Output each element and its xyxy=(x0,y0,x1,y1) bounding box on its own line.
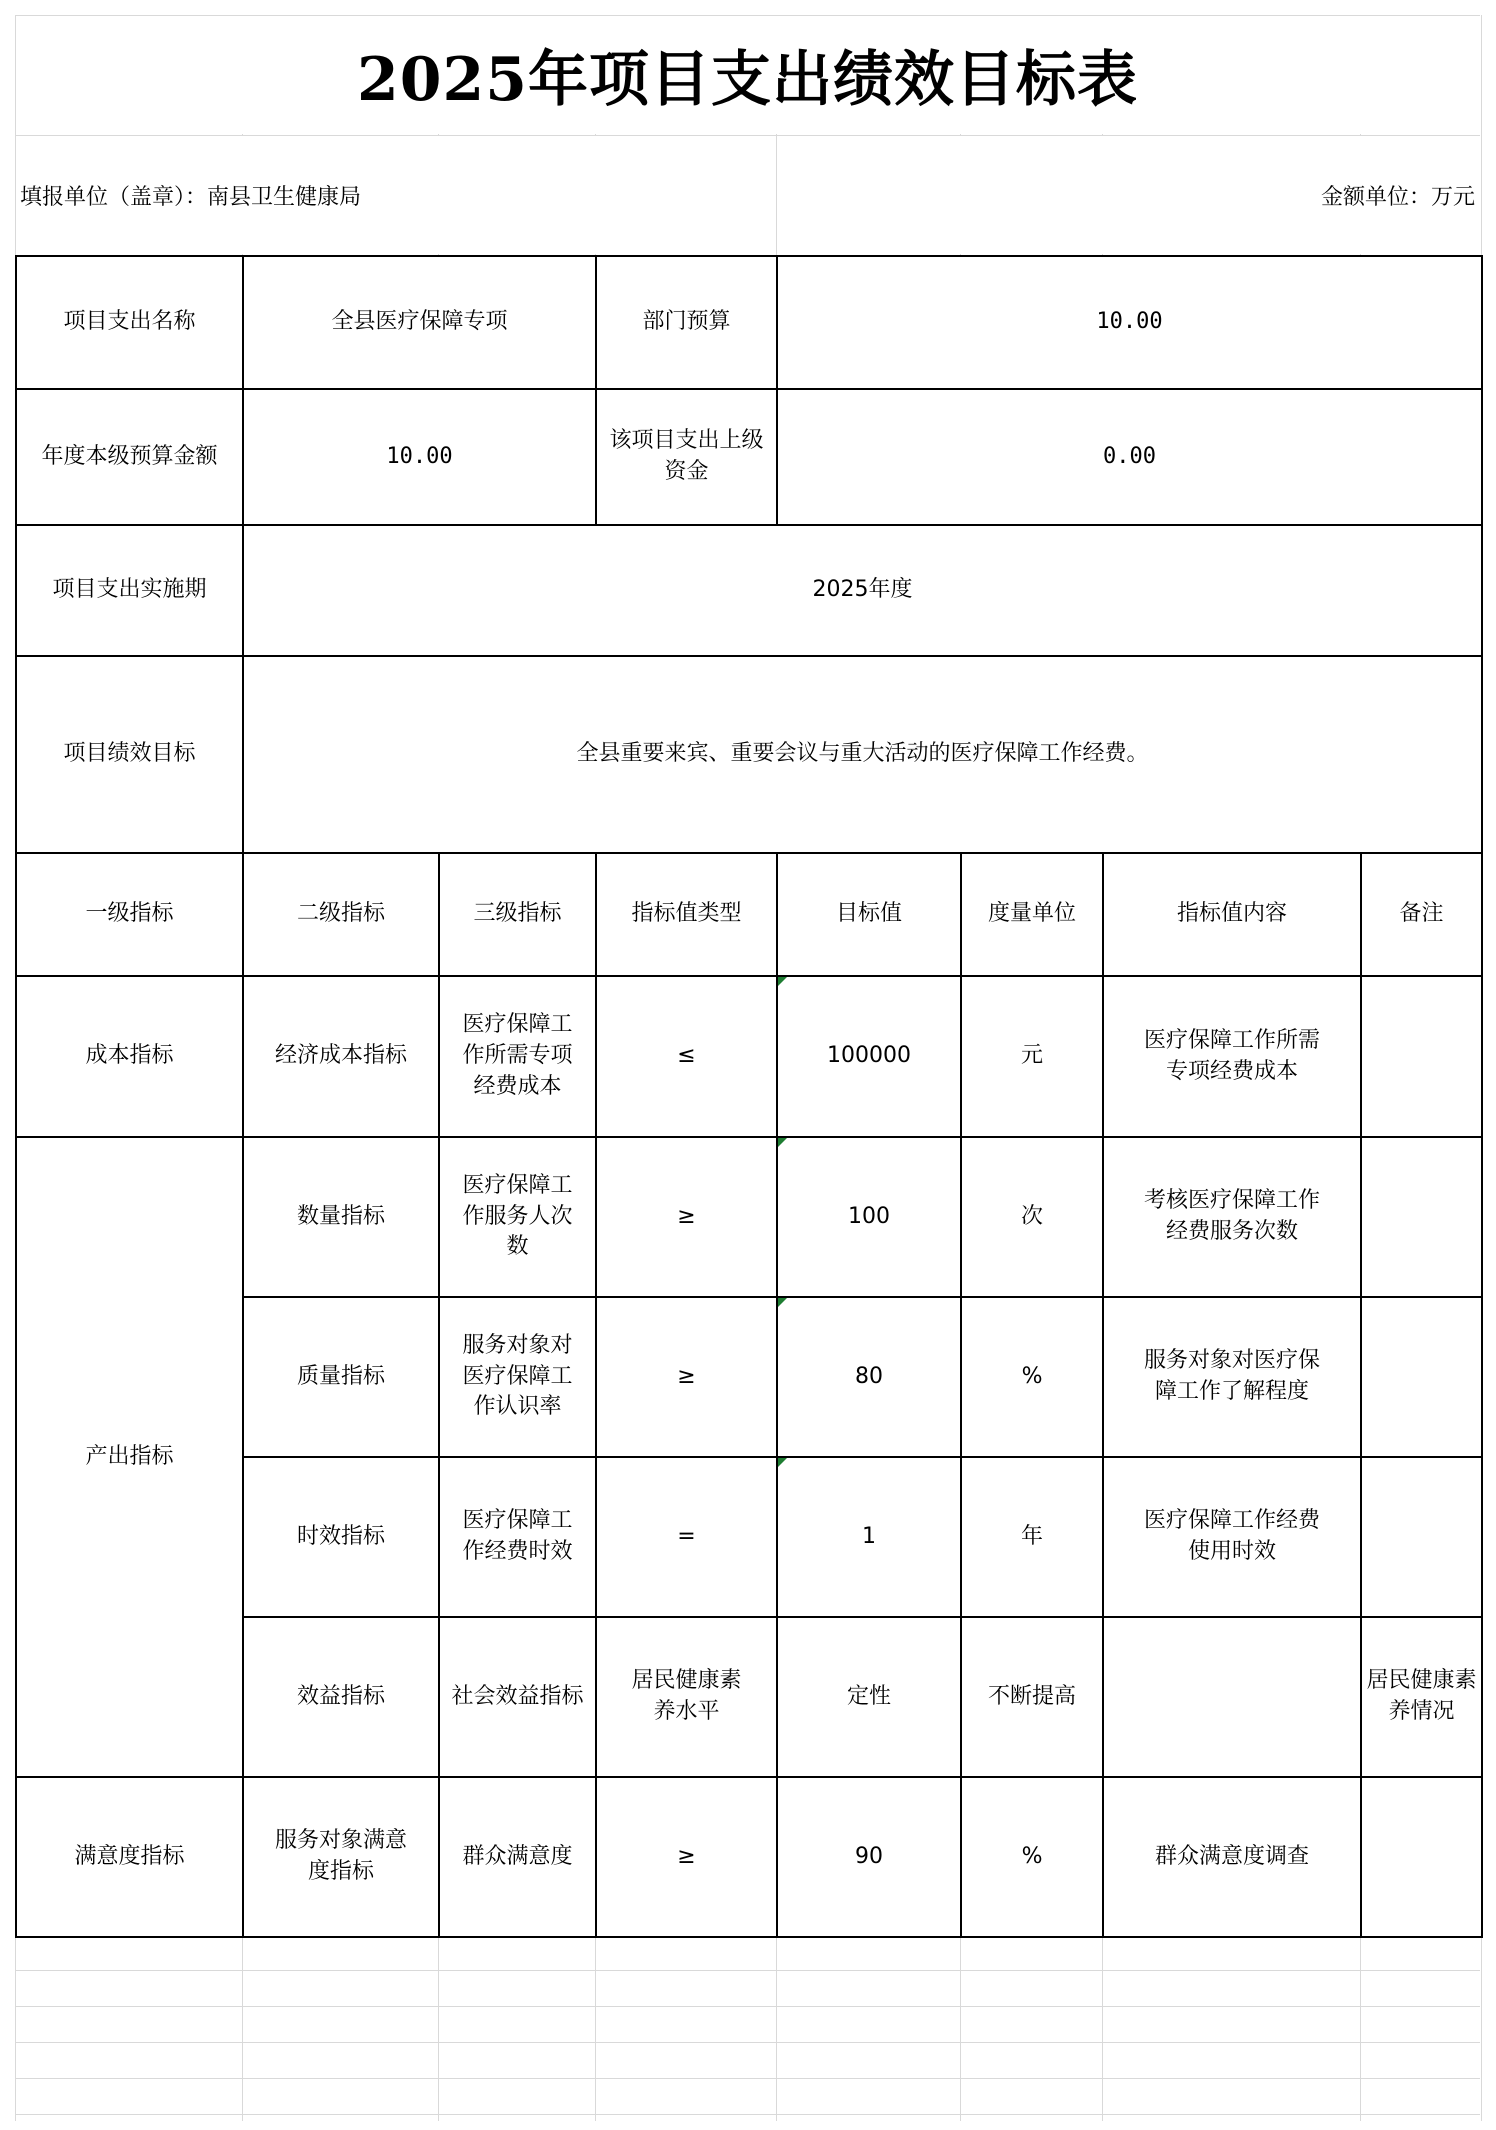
text-line: 使用时效 xyxy=(1188,1539,1277,1564)
value-type-cell: ≤ xyxy=(596,976,777,1137)
target-value-cell: 90 xyxy=(777,1777,961,1937)
value-type-cell: 定性 xyxy=(777,1617,961,1777)
col-header-level1: 一级指标 xyxy=(16,853,243,976)
period-value: 2025年度 xyxy=(243,525,1482,656)
target-value-cell: 100 xyxy=(777,1137,961,1297)
col-header-level3: 三级指标 xyxy=(439,853,596,976)
project-name-label: 项目支出名称 xyxy=(16,256,243,389)
level1-cell: 产出指标 xyxy=(16,1137,243,1777)
period-label: 项目支出实施期 xyxy=(16,525,243,656)
gridline xyxy=(15,2114,1480,2115)
target-value-cell: 不断提高 xyxy=(961,1617,1103,1777)
text-line: 医疗保障工 xyxy=(462,1172,573,1198)
col-header-target: 目标值 xyxy=(777,853,961,976)
remark-cell xyxy=(1361,1137,1482,1297)
text-line: 医疗保障工 xyxy=(462,1508,573,1534)
gridline xyxy=(15,1970,1480,1971)
unit-cell xyxy=(1103,1617,1361,1777)
dept-budget-label: 部门预算 xyxy=(596,256,777,389)
level3-cell xyxy=(439,1777,596,1937)
project-name-value: 全县医疗保障专项 xyxy=(243,256,596,389)
text-line: 医疗保障工作所需 xyxy=(1144,1027,1321,1053)
level2-cell: 社会效益指标 xyxy=(439,1617,596,1777)
text-line: 服务对象对医疗保 xyxy=(1144,1348,1321,1374)
unit-cell: % xyxy=(961,1777,1103,1937)
text-line: 医疗保障工作经费 xyxy=(1144,1508,1321,1534)
table-row xyxy=(16,1777,1482,1937)
col-header-value-type: 指标值类型 xyxy=(596,853,777,976)
table-row xyxy=(16,256,1482,389)
remark-cell xyxy=(1361,1297,1482,1457)
unit-cell: % xyxy=(961,1297,1103,1457)
text-line: 服务对象满意 xyxy=(274,1828,407,1854)
level3-cell xyxy=(439,1297,596,1457)
level2-cell: 时效指标 xyxy=(243,1457,439,1617)
remark-cell xyxy=(1361,976,1482,1137)
gridline xyxy=(15,2078,1480,2079)
level2-cell: 质量指标 xyxy=(243,1297,439,1457)
value-type-cell: ≥ xyxy=(596,1777,777,1937)
content-cell xyxy=(1361,1617,1482,1777)
content-cell xyxy=(1103,1297,1361,1457)
target-value-cell: 100000 xyxy=(777,976,961,1137)
level3-cell xyxy=(439,1457,596,1617)
amount-unit-label: 金额单位：万元 xyxy=(777,136,1475,254)
content-cell xyxy=(1103,976,1361,1137)
text-line: 度指标 xyxy=(307,1859,374,1884)
text-line: 作服务人次 xyxy=(462,1203,573,1229)
col-header-level2: 二级指标 xyxy=(243,853,439,976)
label-line: 资金 xyxy=(664,459,709,484)
content-cell xyxy=(1103,1777,1361,1937)
table-row xyxy=(16,656,1482,853)
unit-cell: 元 xyxy=(961,976,1103,1137)
level1-cell: 效益指标 xyxy=(243,1617,439,1777)
text-line: 养水平 xyxy=(653,1699,720,1724)
goal-label: 项目绩效目标 xyxy=(16,656,243,853)
col-header-unit: 度量单位 xyxy=(961,853,1103,976)
text-line: 服务对象对 xyxy=(462,1332,573,1358)
goal-value: 全县重要来宾、重要会议与重大活动的医疗保障工作经费。 xyxy=(243,656,1482,853)
text-line: 考核医疗保障工作 xyxy=(1144,1188,1321,1214)
value-type-cell: ≥ xyxy=(596,1297,777,1457)
value-type-cell: = xyxy=(596,1457,777,1617)
content-cell xyxy=(1103,1457,1361,1617)
col-header-remark: 备注 xyxy=(1361,853,1482,976)
unit-cell: 次 xyxy=(961,1137,1103,1297)
superior-funds-value: 0.00 xyxy=(777,389,1482,525)
table-row xyxy=(16,1137,1482,1297)
superior-funds-label xyxy=(596,389,777,525)
text-line: 数 xyxy=(506,1234,529,1260)
remark-cell xyxy=(1361,1777,1482,1937)
level2-cell xyxy=(243,1777,439,1937)
dept-budget-value: 10.00 xyxy=(777,256,1482,389)
annual-budget-label: 年度本级预算金额 xyxy=(16,389,243,525)
level2-cell: 经济成本指标 xyxy=(243,976,439,1137)
annual-budget-value: 10.00 xyxy=(243,389,596,525)
table-row xyxy=(16,976,1482,1137)
text-line: 群众满意度 xyxy=(462,1843,573,1869)
text-line: 经费成本 xyxy=(473,1073,562,1099)
text-line: 障工作了解程度 xyxy=(1155,1379,1310,1404)
filing-unit-label: 填报单位（盖章）：南县卫生健康局 xyxy=(20,136,760,254)
gridline xyxy=(15,2042,1480,2043)
level3-cell xyxy=(439,976,596,1137)
text-line: 医疗保障工 xyxy=(462,1363,573,1389)
table-row xyxy=(16,389,1482,525)
target-value-cell: 80 xyxy=(777,1297,961,1457)
text-line: 作经费时效 xyxy=(462,1539,573,1564)
table-row xyxy=(16,525,1482,656)
value-type-cell: ≥ xyxy=(596,1137,777,1297)
text-line: 作所需专项 xyxy=(462,1043,573,1069)
level1-cell: 满意度指标 xyxy=(16,1777,243,1937)
text-line: 居民健康素 xyxy=(631,1668,742,1694)
column-header-row xyxy=(16,853,1482,976)
text-line: 专项经费成本 xyxy=(1166,1058,1299,1084)
remark-cell xyxy=(1361,1457,1482,1617)
performance-target-table xyxy=(15,255,1483,1938)
level1-cell: 成本指标 xyxy=(16,976,243,1137)
col-header-content: 指标值内容 xyxy=(1103,853,1361,976)
page-title: 2025年项目支出绩效目标表 xyxy=(16,16,1479,134)
level3-cell xyxy=(439,1137,596,1297)
text-line: 医疗保障工 xyxy=(462,1012,573,1038)
target-value-cell: 1 xyxy=(777,1457,961,1617)
text-line: 作认识率 xyxy=(473,1394,562,1420)
content-cell xyxy=(1103,1137,1361,1297)
label-line: 该项目支出上级 xyxy=(609,428,764,454)
text-line: 群众满意度调查 xyxy=(1155,1843,1310,1869)
text-line: 经费服务次数 xyxy=(1166,1219,1299,1244)
level3-cell xyxy=(596,1617,777,1777)
level2-cell: 数量指标 xyxy=(243,1137,439,1297)
gridline xyxy=(15,2006,1480,2007)
unit-cell: 年 xyxy=(961,1457,1103,1617)
text-line: 居民健康素养情况 xyxy=(1366,1668,1477,1724)
